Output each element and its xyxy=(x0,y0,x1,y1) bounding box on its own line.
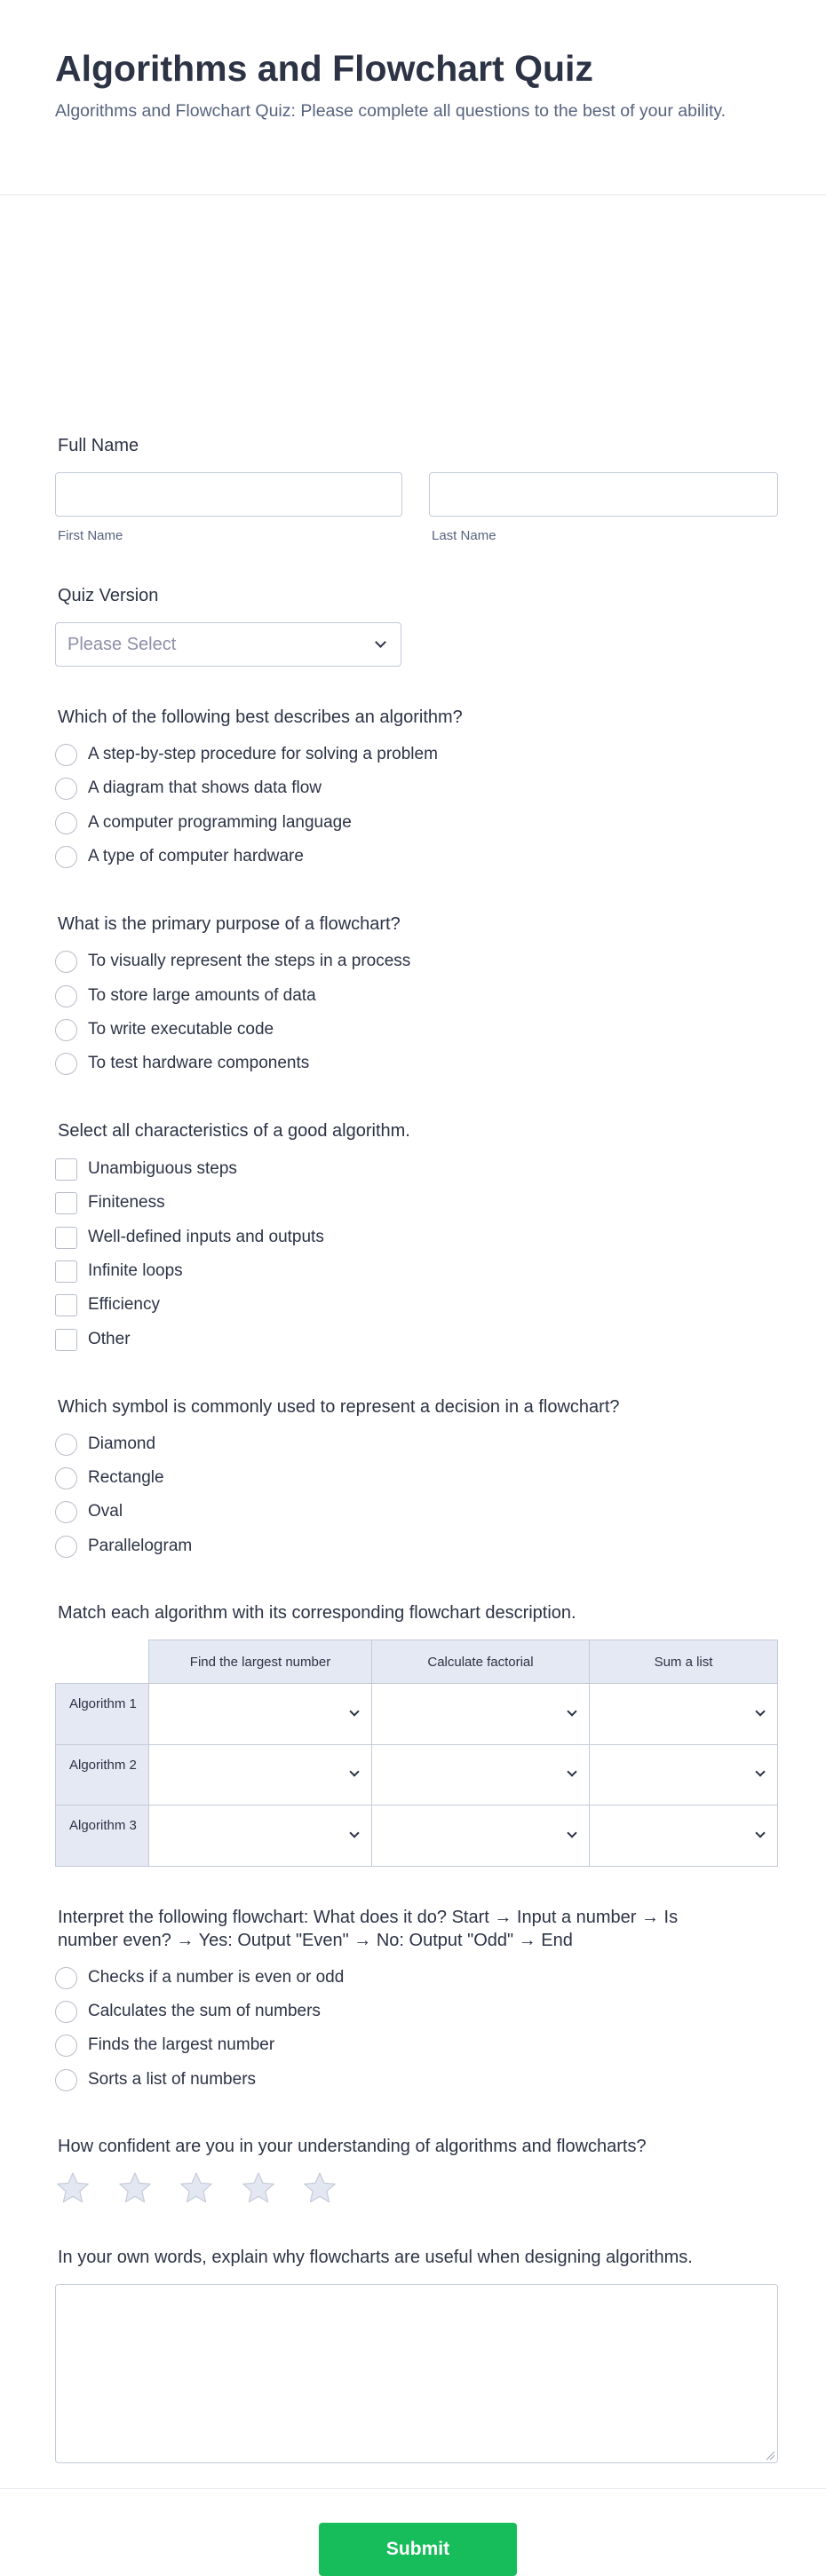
radio-button[interactable] xyxy=(55,1053,77,1075)
radio-button[interactable] xyxy=(55,1536,77,1558)
option-label: Parallelogram xyxy=(88,1537,193,1555)
option-label: A computer programming language xyxy=(88,813,352,832)
option-label: A type of computer hardware xyxy=(88,847,304,865)
checkbox[interactable] xyxy=(55,1227,77,1249)
matrix-row-header: Algorithm 3 xyxy=(55,1805,149,1867)
radio-button[interactable] xyxy=(55,744,77,766)
q1-option[interactable] xyxy=(55,777,322,800)
matrix-dropdown[interactable] xyxy=(371,1805,590,1867)
option-label: Diamond xyxy=(88,1434,156,1453)
option-label: To write executable code xyxy=(88,1020,274,1039)
matrix-dropdown[interactable] xyxy=(148,1683,372,1745)
q2-option[interactable] xyxy=(55,1052,309,1075)
chevron-down-icon xyxy=(567,1828,576,1837)
checkbox[interactable] xyxy=(55,1294,77,1316)
q1-option[interactable] xyxy=(55,811,352,834)
chevron-down-icon xyxy=(567,1766,576,1776)
radio-button[interactable] xyxy=(55,951,77,973)
q1-option[interactable] xyxy=(55,743,438,766)
radio-button[interactable] xyxy=(55,2069,77,2091)
form-header xyxy=(0,0,826,195)
q4-option[interactable] xyxy=(55,1466,164,1489)
first-name-sublabel: First Name xyxy=(58,528,123,543)
radio-button[interactable] xyxy=(55,1967,77,1989)
option-label: A diagram that shows data flow xyxy=(88,778,322,797)
q5-label: Match each algorithm with its corresponding flowchart description. xyxy=(58,1603,576,1623)
q3-option[interactable] xyxy=(55,1191,165,1214)
option-label: A step-by-step procedure for solving a problem xyxy=(88,745,438,763)
q2-option[interactable] xyxy=(55,984,316,1007)
q3-option[interactable] xyxy=(55,1260,183,1283)
resize-handle-icon[interactable] xyxy=(765,2450,775,2461)
q6-option[interactable] xyxy=(55,2034,274,2057)
option-label: Sorts a list of numbers xyxy=(88,2070,257,2089)
star-icon[interactable] xyxy=(302,2170,338,2206)
q6-label-line1: Interpret the following flowchart: What does it do? Start → Input a number → Is xyxy=(58,1908,679,1927)
option-label: Rectangle xyxy=(88,1468,164,1487)
q8-label: In your own words, explain why flowcharts are useful when designing algorithms. xyxy=(58,2248,693,2267)
checkbox[interactable] xyxy=(55,1192,77,1214)
radio-button[interactable] xyxy=(55,846,77,868)
option-label: Calculates the sum of numbers xyxy=(88,2002,321,2020)
option-label: Oval xyxy=(88,1502,123,1521)
checkbox[interactable] xyxy=(55,1329,77,1351)
full-name-label: Full Name xyxy=(58,436,139,455)
matrix-column-header: Calculate factorial xyxy=(371,1640,590,1684)
form-subtitle: Algorithms and Flowchart Quiz: Please complete all questions to the best of your ability. xyxy=(55,101,727,121)
q4-option[interactable] xyxy=(55,1433,155,1456)
q3-option[interactable] xyxy=(55,1293,160,1316)
star-rating xyxy=(55,2170,364,2206)
option-label: Other xyxy=(88,1330,131,1348)
quiz-version-select[interactable] xyxy=(55,622,401,667)
star-icon[interactable] xyxy=(55,2170,91,2206)
radio-button[interactable] xyxy=(55,1501,77,1523)
explanation-textarea[interactable] xyxy=(55,2284,778,2463)
matrix-column-header: Find the largest number xyxy=(148,1640,372,1684)
q4-option[interactable] xyxy=(55,1500,123,1523)
radio-button[interactable] xyxy=(55,1434,77,1456)
chevron-down-icon xyxy=(567,1706,576,1716)
matrix-column-header: Sum a list xyxy=(589,1640,778,1684)
q6-option[interactable] xyxy=(55,2000,321,2023)
option-label: To visually represent the steps in a process xyxy=(88,952,411,970)
submit-button[interactable]: Submit xyxy=(319,2523,517,2576)
chevron-down-icon xyxy=(349,1766,359,1776)
checkbox[interactable] xyxy=(55,1260,77,1283)
q2-option[interactable] xyxy=(55,950,410,973)
matrix-dropdown[interactable] xyxy=(371,1744,590,1806)
matrix-dropdown[interactable] xyxy=(589,1683,778,1745)
q3-option[interactable] xyxy=(55,1158,237,1181)
q3-option[interactable] xyxy=(55,1328,131,1351)
radio-button[interactable] xyxy=(55,1019,77,1041)
q2-label: What is the primary purpose of a flowchart? xyxy=(58,914,401,934)
option-label: To store large amounts of data xyxy=(88,986,316,1005)
checkbox[interactable] xyxy=(55,1158,77,1181)
chevron-down-icon xyxy=(755,1766,765,1776)
matrix-dropdown[interactable] xyxy=(148,1805,372,1867)
form-title: Algorithms and Flowchart Quiz xyxy=(55,48,593,89)
radio-button[interactable] xyxy=(55,985,77,1007)
radio-button[interactable] xyxy=(55,1467,77,1489)
option-label: Infinite loops xyxy=(88,1261,183,1280)
radio-button[interactable] xyxy=(55,778,77,800)
q4-option[interactable] xyxy=(55,1535,192,1558)
last-name-sublabel: Last Name xyxy=(432,528,496,543)
option-label: Unambiguous steps xyxy=(88,1159,237,1178)
q2-option[interactable] xyxy=(55,1018,274,1041)
q6-option[interactable] xyxy=(55,1966,344,1989)
matrix-row-header: Algorithm 1 xyxy=(55,1683,149,1745)
star-icon[interactable] xyxy=(117,2170,153,2206)
matrix-dropdown[interactable] xyxy=(589,1744,778,1806)
q1-label: Which of the following best describes an algorithm? xyxy=(58,707,463,727)
q3-label: Select all characteristics of a good algorithm. xyxy=(58,1121,410,1141)
star-icon[interactable] xyxy=(241,2170,276,2206)
footer-divider xyxy=(0,2488,826,2489)
radio-button[interactable] xyxy=(55,812,77,834)
option-label: Well-defined inputs and outputs xyxy=(88,1228,324,1246)
q3-option[interactable] xyxy=(55,1226,324,1249)
matrix-dropdown[interactable] xyxy=(148,1744,372,1806)
star-icon[interactable] xyxy=(179,2170,214,2206)
q6-option[interactable] xyxy=(55,2068,256,2091)
chevron-down-icon xyxy=(349,1828,359,1837)
chevron-down-icon xyxy=(349,1706,359,1716)
q4-label: Which symbol is commonly used to represent a decision in a flowchart? xyxy=(58,1397,620,1417)
q6-label-line2: number even? → Yes: Output "Even" → No: Output "Odd" → End xyxy=(58,1931,573,1950)
quiz-version-label: Quiz Version xyxy=(58,586,159,605)
matching-matrix xyxy=(55,1640,778,1867)
quiz-version-placeholder: Please Select xyxy=(68,635,177,654)
option-label: Checks if a number is even or odd xyxy=(88,1968,345,1987)
matrix-row-header: Algorithm 2 xyxy=(55,1744,149,1806)
option-label: Finiteness xyxy=(88,1193,165,1212)
option-label: To test hardware components xyxy=(88,1054,310,1072)
option-label: Finds the largest number xyxy=(88,2035,275,2054)
option-label: Efficiency xyxy=(88,1295,160,1314)
matrix-dropdown[interactable] xyxy=(371,1683,590,1745)
matrix-dropdown[interactable] xyxy=(589,1805,778,1867)
first-name-input[interactable] xyxy=(55,472,402,517)
chevron-down-icon xyxy=(755,1828,765,1837)
radio-button[interactable] xyxy=(55,2035,77,2057)
q7-label: How confident are you in your understanding of algorithms and flowcharts? xyxy=(58,2137,647,2156)
chevron-down-icon xyxy=(375,636,386,648)
q1-option[interactable] xyxy=(55,845,304,868)
radio-button[interactable] xyxy=(55,2001,77,2023)
chevron-down-icon xyxy=(755,1706,765,1716)
last-name-input[interactable] xyxy=(429,472,778,517)
